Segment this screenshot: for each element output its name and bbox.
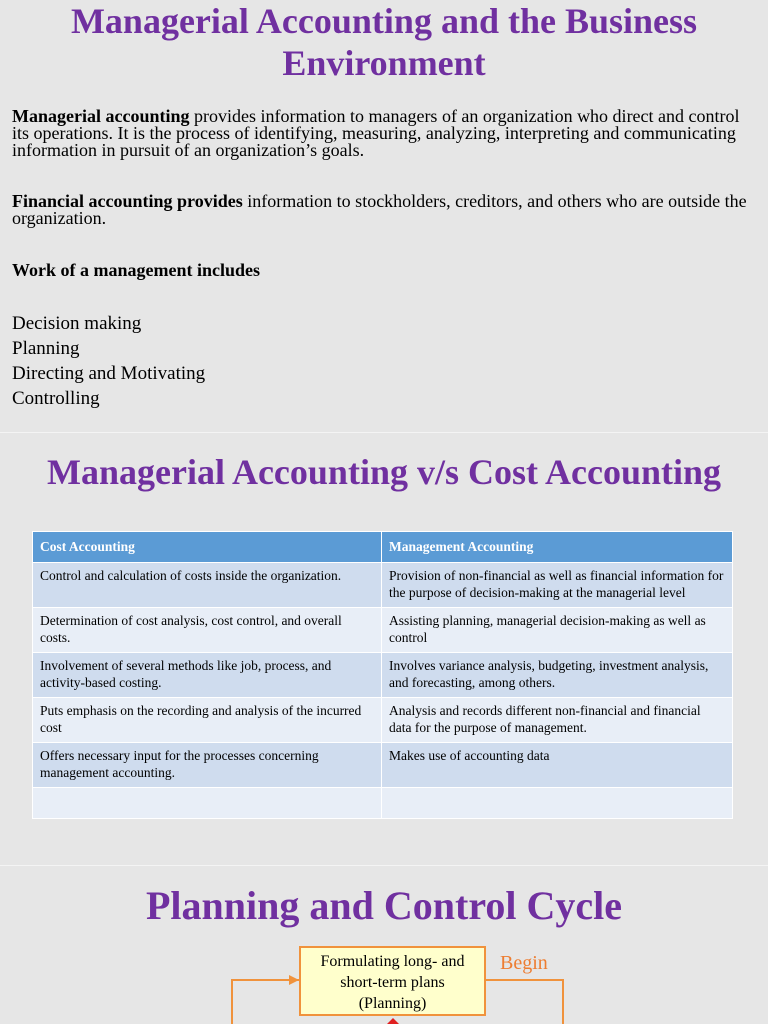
table-cell: Control and calculation of costs inside the organization. <box>33 563 382 608</box>
management-work-list <box>12 311 205 411</box>
arrow-head-icon <box>289 975 299 985</box>
term-managerial-accounting: Managerial accounting <box>12 106 190 126</box>
slide-title: Managerial Accounting v/s Cost Accounting <box>46 452 721 492</box>
table-cell <box>382 788 733 819</box>
definition-text: provides information to managers of an organization who direct and control its operations. It is the process of identifying, measuring, analyzing, interpreting and communicating information in pursuit of an organization’s goals. <box>12 106 740 160</box>
table-cell: Involves variance analysis, budgeting, investment analysis, and forecasting, among others. <box>382 653 733 698</box>
definition-text: information to stockholders, creditors, and others who are outside the organization. <box>12 191 747 228</box>
column-header-management-accounting: Management Accounting <box>382 532 733 563</box>
table-header-row <box>33 532 733 563</box>
begin-label: Begin <box>500 952 548 974</box>
slide-title: Managerial Accounting and the Business Environment <box>70 1 698 83</box>
table-cell: Analysis and records different non-financial and financial data for the purpose of management. <box>382 698 733 743</box>
list-item: Directing and Motivating <box>12 363 206 384</box>
table-cell: Makes use of accounting data <box>382 743 733 788</box>
right-connector-line <box>486 980 563 1024</box>
table-cell: Involvement of several methods like job, process, and activity-based costing. <box>33 653 382 698</box>
list-item: Controlling <box>12 388 100 409</box>
list-item: Planning <box>12 338 80 359</box>
list-item: Decision making <box>12 313 142 334</box>
column-header-cost-accounting: Cost Accounting <box>33 532 382 563</box>
slide-title: Planning and Control Cycle <box>146 883 622 928</box>
table-row <box>33 653 733 698</box>
slide-managerial-accounting <box>0 0 768 432</box>
slide-planning-control-cycle <box>0 866 768 1024</box>
table-cell: Assisting planning, managerial decision-making as well as control <box>382 608 733 653</box>
table-row <box>33 788 733 819</box>
left-connector-line <box>232 980 299 1024</box>
table-row <box>33 563 733 608</box>
slide-comparison <box>0 433 768 865</box>
table-row <box>33 698 733 743</box>
table-cell: Offers necessary input for the processes concerning management accounting. <box>33 743 382 788</box>
table-cell: Puts emphasis on the recording and analysis of the incurred cost <box>33 698 382 743</box>
managerial-accounting-definition <box>12 108 752 159</box>
table-row <box>33 608 733 653</box>
table-row <box>33 743 733 788</box>
table-cell <box>33 788 382 819</box>
table-cell: Provision of non-financial as well as financial information for the purpose of decision-making at the managerial level <box>382 563 733 608</box>
planning-box <box>299 946 486 1016</box>
financial-accounting-definition <box>12 193 752 227</box>
term-financial-accounting: Financial accounting provides <box>12 191 243 211</box>
table-cell: Determination of cost analysis, cost control, and overall costs. <box>33 608 382 653</box>
comparison-table <box>32 531 733 819</box>
box-line: (Planning) <box>358 995 427 1012</box>
box-line: short-term plans <box>340 974 445 991</box>
box-line: Formulating long- and <box>320 953 465 970</box>
management-work-heading: Work of a management includes <box>12 260 261 280</box>
up-arrow-icon <box>387 1018 399 1024</box>
